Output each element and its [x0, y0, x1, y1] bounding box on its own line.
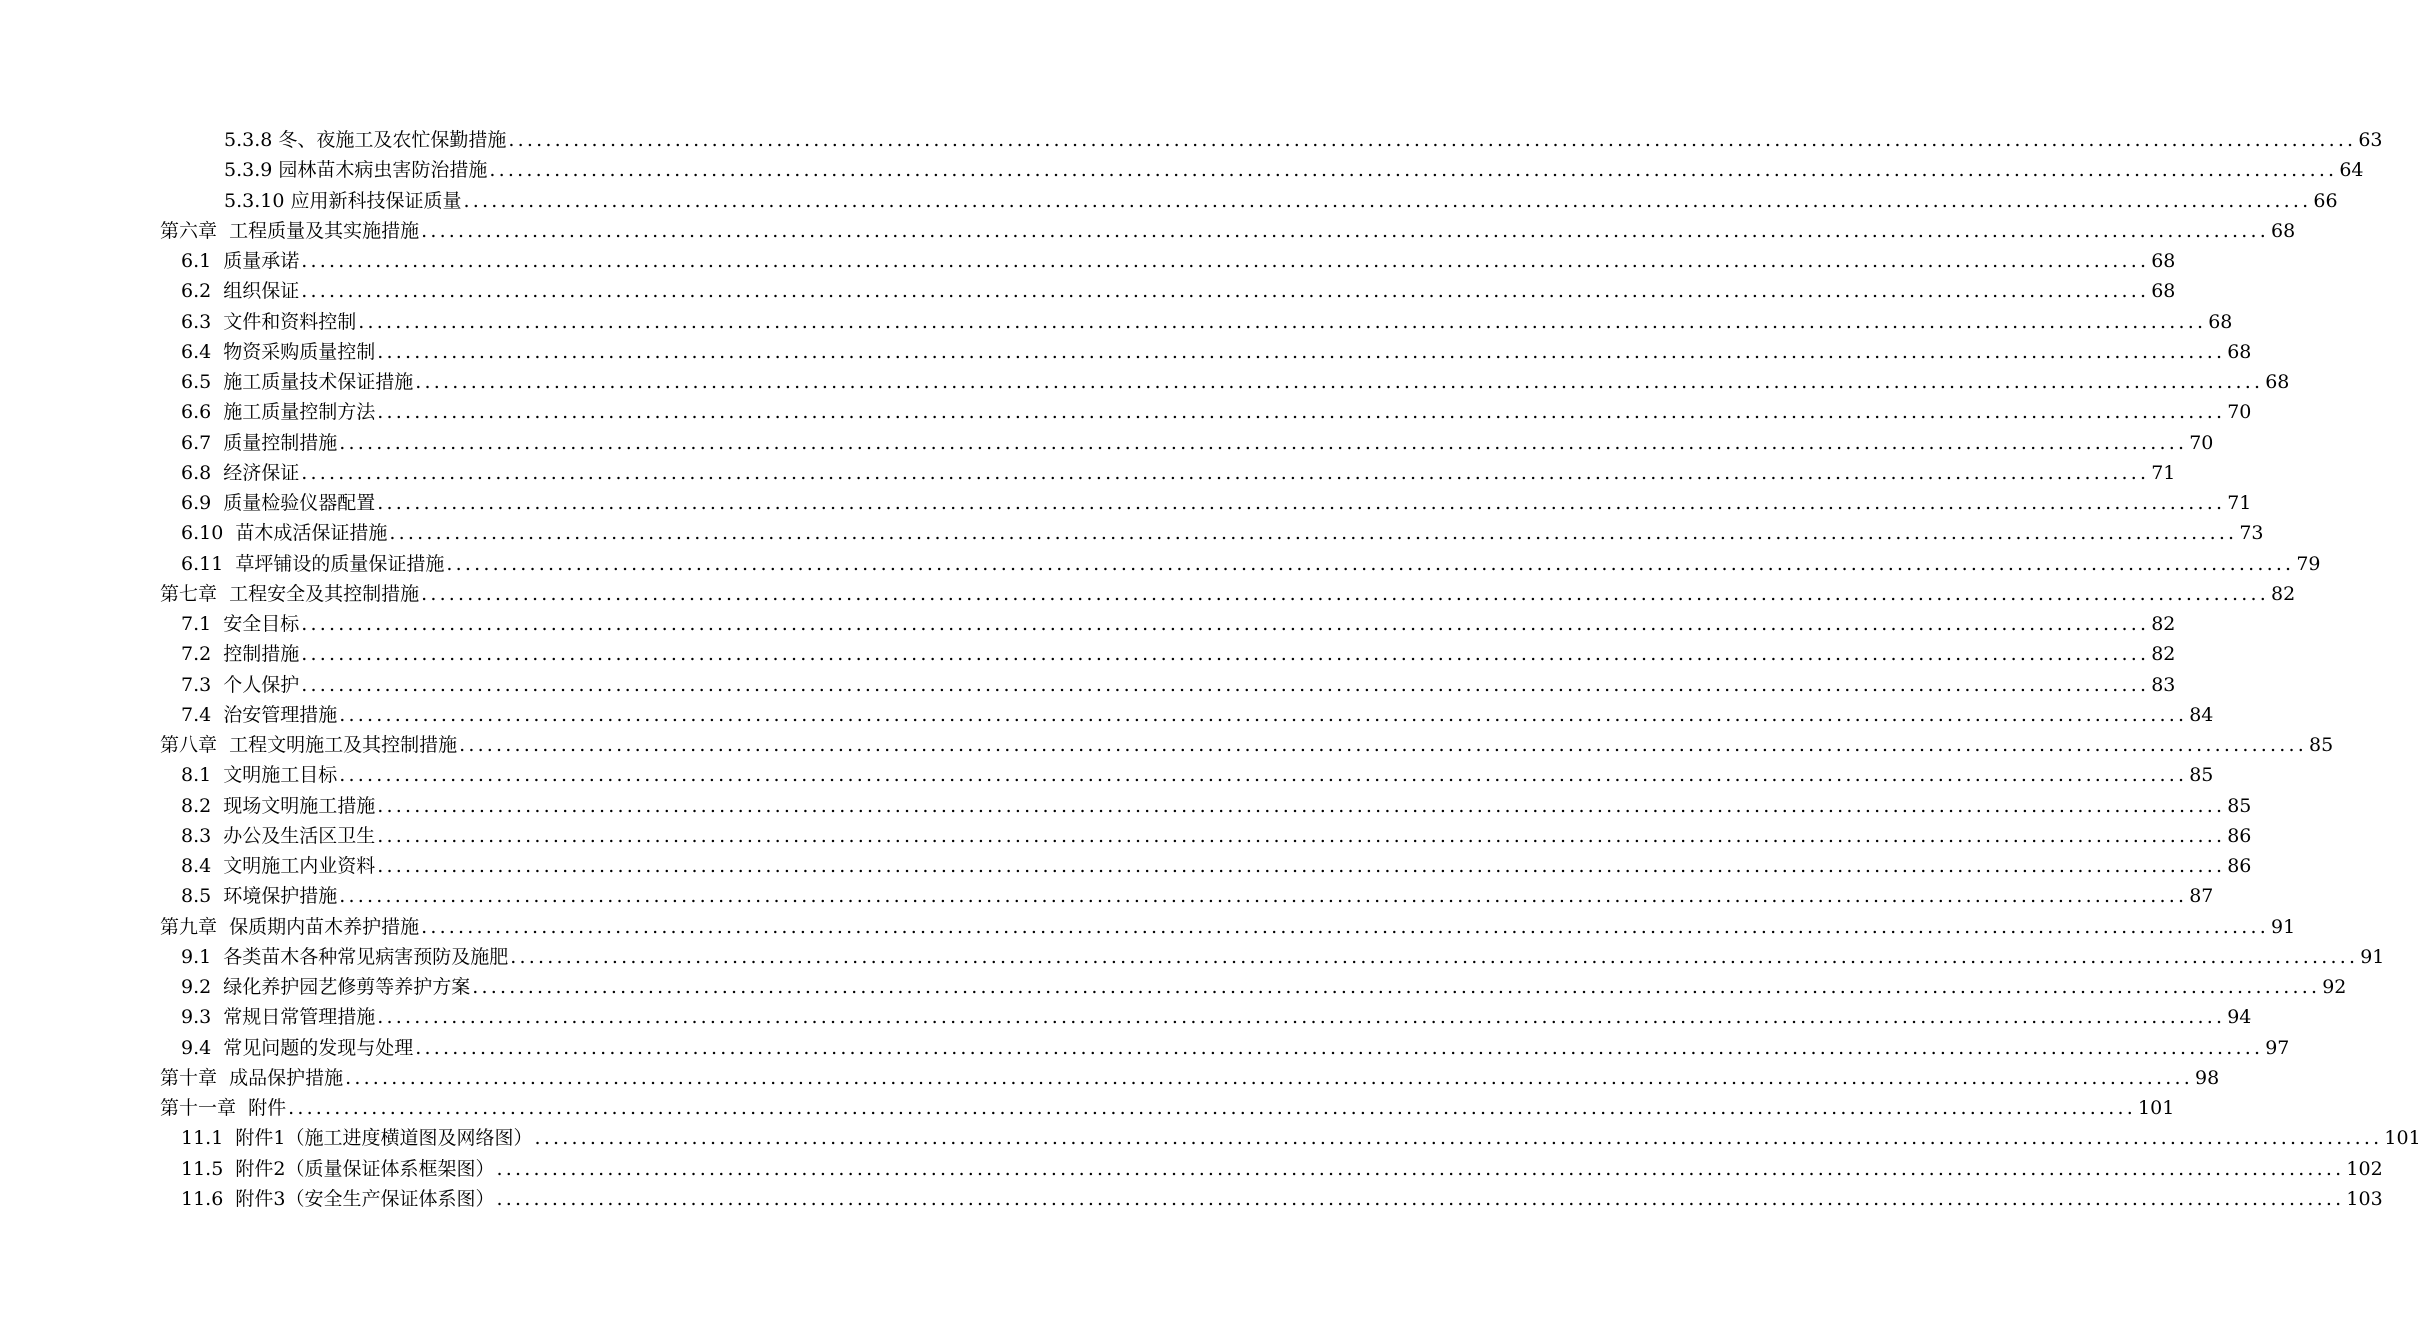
toc-dot-leader: ........................................................................................................................................................................................................: [377, 1006, 2226, 1029]
toc-dot-leader: ........................................................................................................................................................................................................: [377, 794, 2226, 817]
toc-dot-leader: ........................................................................................................................................................................................................: [339, 703, 2188, 726]
toc-entry[interactable]: [0, 1063, 2220, 1093]
toc-entry-title: 9.4 常见问题的发现与处理: [181, 1036, 414, 1059]
toc-entry-page-number: 68: [2265, 371, 2290, 394]
toc-dot-leader: ........................................................................................................................................................................................................: [496, 1187, 2345, 1210]
toc-entry-title: 6.10 苗木成活保证措施: [181, 522, 388, 545]
toc-entry[interactable]: [0, 428, 2214, 458]
toc-dot-leader: ........................................................................................................................................................................................................: [508, 129, 2357, 152]
toc-entry-page-number: 87: [2189, 885, 2214, 908]
toc-entry[interactable]: [0, 609, 2176, 639]
toc-entry[interactable]: [0, 881, 2214, 911]
toc-entry-page-number: 83: [2151, 673, 2176, 696]
toc-entry[interactable]: [0, 549, 2321, 579]
toc-dot-leader: ........................................................................................................................................................................................................: [301, 613, 2150, 636]
toc-entry-page-number: 63: [2358, 129, 2383, 152]
toc-entry-page-number: 66: [2313, 189, 2338, 212]
toc-entry-page-number: 68: [2208, 310, 2233, 333]
toc-entry-page-number: 68: [2227, 340, 2252, 363]
toc-entry-page-number: 91: [2360, 945, 2385, 968]
toc-entry-page-number: 98: [2195, 1066, 2220, 1089]
toc-entry-page-number: 82: [2151, 613, 2176, 636]
toc-dot-leader: ........................................................................................................................................................................................................: [534, 1127, 2383, 1150]
toc-dot-leader: ........................................................................................................................................................................................................: [301, 250, 2150, 273]
toc-entry-title: 6.4 物资采购质量控制: [181, 340, 376, 363]
toc-entry-title: 第十章 成品保护措施: [160, 1066, 344, 1089]
toc-entry-title: 6.7 质量控制措施: [181, 431, 338, 454]
toc-entry-title: 7.1 安全目标: [181, 613, 300, 636]
table-of-contents: [0, 125, 2421, 1214]
toc-entry-title: 7.4 治安管理措施: [181, 703, 338, 726]
toc-entry-title: 6.3 文件和资料控制: [181, 310, 357, 333]
toc-entry-page-number: 71: [2227, 492, 2252, 515]
toc-entry-title: 9.1 各类苗木各种常见病害预防及施肥: [181, 945, 509, 968]
toc-entry[interactable]: [0, 1033, 2290, 1063]
toc-entry-page-number: 102: [2346, 1157, 2383, 1180]
toc-dot-leader: ........................................................................................................................................................................................................: [415, 371, 2264, 394]
toc-dot-leader: ........................................................................................................................................................................................................: [421, 582, 2270, 605]
toc-entry-title: 第十一章 附件: [160, 1097, 287, 1120]
toc-entry-page-number: 86: [2227, 855, 2252, 878]
toc-dot-leader: ........................................................................................................................................................................................................: [459, 734, 2308, 757]
toc-entry[interactable]: [0, 246, 2176, 276]
toc-dot-leader: ........................................................................................................................................................................................................: [377, 855, 2226, 878]
toc-entry-title: 6.2 组织保证: [181, 280, 300, 303]
toc-entry-title: 6.5 施工质量技术保证措施: [181, 371, 414, 394]
toc-entry[interactable]: [0, 700, 2214, 730]
toc-entry[interactable]: [0, 155, 2364, 185]
toc-dot-leader: ........................................................................................................................................................................................................: [301, 643, 2150, 666]
toc-dot-leader: ........................................................................................................................................................................................................: [377, 401, 2226, 424]
toc-entry[interactable]: [0, 1184, 2383, 1214]
toc-entry-title: 11.1 附件1（施工进度横道图及网络图）: [181, 1127, 533, 1150]
toc-dot-leader: ........................................................................................................................................................................................................: [446, 552, 2295, 575]
toc-entry-title: 7.2 控制措施: [181, 643, 300, 666]
toc-entry[interactable]: [0, 186, 2338, 216]
toc-entry[interactable]: [0, 1123, 2421, 1153]
toc-entry[interactable]: [0, 488, 2252, 518]
toc-entry-title: 第八章 工程文明施工及其控制措施: [160, 734, 458, 757]
toc-dot-leader: ........................................................................................................................................................................................................: [389, 522, 2238, 545]
toc-dot-leader: ........................................................................................................................................................................................................: [377, 824, 2226, 847]
toc-entry-title: 8.3 办公及生活区卫生: [181, 824, 376, 847]
toc-dot-leader: ........................................................................................................................................................................................................: [377, 340, 2226, 363]
toc-entry-title: 6.9 质量检验仪器配置: [181, 492, 376, 515]
toc-entry[interactable]: [0, 1093, 2175, 1123]
toc-entry-title: 9.2 绿化养护园艺修剪等养护方案: [181, 976, 471, 999]
toc-entry-title: 5.3.10 应用新科技保证质量: [224, 189, 462, 212]
toc-dot-leader: ........................................................................................................................................................................................................: [489, 159, 2338, 182]
toc-entry-title: 第六章 工程质量及其实施措施: [160, 219, 420, 242]
toc-entry-page-number: 101: [2138, 1097, 2175, 1120]
toc-entry-title: 6.6 施工质量控制方法: [181, 401, 376, 424]
toc-entry-title: 8.1 文明施工目标: [181, 764, 338, 787]
toc-dot-leader: ........................................................................................................................................................................................................: [377, 492, 2226, 515]
toc-entry[interactable]: [0, 791, 2252, 821]
toc-entry-title: 8.4 文明施工内业资料: [181, 855, 376, 878]
toc-entry[interactable]: [0, 216, 2296, 246]
toc-entry[interactable]: [0, 397, 2252, 427]
toc-entry-title: 第九章 保质期内苗木养护措施: [160, 915, 420, 938]
toc-dot-leader: ........................................................................................................................................................................................................: [421, 915, 2270, 938]
toc-entry-page-number: 84: [2189, 703, 2214, 726]
toc-entry-page-number: 82: [2151, 643, 2176, 666]
toc-entry-page-number: 97: [2265, 1036, 2290, 1059]
toc-entry-title: 第七章 工程安全及其控制措施: [160, 582, 420, 605]
toc-entry-title: 11.6 附件3（安全生产保证体系图）: [181, 1187, 495, 1210]
toc-dot-leader: ........................................................................................................................................................................................................: [345, 1066, 2194, 1089]
toc-dot-leader: ........................................................................................................................................................................................................: [510, 945, 2359, 968]
toc-dot-leader: ........................................................................................................................................................................................................: [301, 673, 2150, 696]
toc-dot-leader: ........................................................................................................................................................................................................: [288, 1097, 2137, 1120]
toc-entry-title: 8.5 环境保护措施: [181, 885, 338, 908]
toc-entry-page-number: 91: [2271, 915, 2296, 938]
toc-entry-page-number: 92: [2322, 976, 2347, 999]
toc-entry-page-number: 73: [2239, 522, 2264, 545]
toc-dot-leader: ........................................................................................................................................................................................................: [301, 280, 2150, 303]
toc-dot-leader: ........................................................................................................................................................................................................: [339, 885, 2188, 908]
toc-entry-page-number: 79: [2296, 552, 2321, 575]
toc-entry[interactable]: [0, 760, 2214, 790]
toc-entry[interactable]: [0, 639, 2176, 669]
toc-entry-page-number: 68: [2271, 219, 2296, 242]
toc-entry[interactable]: [0, 276, 2176, 306]
toc-entry-page-number: 94: [2227, 1006, 2252, 1029]
toc-entry-title: 6.11 草坪铺设的质量保证措施: [181, 552, 445, 575]
toc-entry-page-number: 86: [2227, 824, 2252, 847]
toc-entry-page-number: 101: [2384, 1127, 2421, 1150]
toc-entry-page-number: 103: [2346, 1187, 2383, 1210]
toc-entry[interactable]: [0, 912, 2296, 942]
toc-entry[interactable]: [0, 1154, 2383, 1184]
toc-entry[interactable]: [0, 125, 2383, 155]
toc-entry-title: 5.3.8 冬、夜施工及农忙保勤措施: [224, 129, 507, 152]
toc-entry-page-number: 85: [2189, 764, 2214, 787]
toc-entry-page-number: 68: [2151, 280, 2176, 303]
toc-entry-title: 8.2 现场文明施工措施: [181, 794, 376, 817]
toc-dot-leader: ........................................................................................................................................................................................................: [358, 310, 2207, 333]
toc-entry-page-number: 70: [2227, 401, 2252, 424]
toc-entry-title: 6.8 经济保证: [181, 461, 300, 484]
toc-dot-leader: ........................................................................................................................................................................................................: [496, 1157, 2345, 1180]
toc-entry-page-number: 71: [2151, 461, 2176, 484]
toc-entry[interactable]: [0, 337, 2252, 367]
toc-entry-page-number: 68: [2151, 250, 2176, 273]
toc-entry-page-number: 85: [2309, 734, 2334, 757]
toc-entry[interactable]: [0, 821, 2252, 851]
toc-entry[interactable]: [0, 1002, 2252, 1032]
toc-dot-leader: ........................................................................................................................................................................................................: [339, 431, 2188, 454]
toc-entry[interactable]: [0, 307, 2233, 337]
toc-entry-page-number: 85: [2227, 794, 2252, 817]
toc-dot-leader: ........................................................................................................................................................................................................: [421, 219, 2270, 242]
toc-entry[interactable]: [0, 730, 2334, 760]
toc-entry-page-number: 70: [2189, 431, 2214, 454]
toc-dot-leader: ........................................................................................................................................................................................................: [415, 1036, 2264, 1059]
toc-dot-leader: ........................................................................................................................................................................................................: [472, 976, 2321, 999]
toc-dot-leader: ........................................................................................................................................................................................................: [301, 461, 2150, 484]
toc-entry[interactable]: [0, 458, 2176, 488]
toc-entry[interactable]: [0, 367, 2290, 397]
toc-entry[interactable]: [0, 851, 2252, 881]
toc-entry-page-number: 64: [2339, 159, 2364, 182]
toc-entry-title: 5.3.9 园林苗木病虫害防治措施: [224, 159, 488, 182]
toc-entry[interactable]: [0, 942, 2385, 972]
toc-entry-title: 11.5 附件2（质量保证体系框架图）: [181, 1157, 495, 1180]
toc-entry[interactable]: [0, 518, 2264, 548]
toc-entry-title: 7.3 个人保护: [181, 673, 300, 696]
toc-dot-leader: ........................................................................................................................................................................................................: [339, 764, 2188, 787]
toc-entry-title: 6.1 质量承诺: [181, 250, 300, 273]
toc-entry-page-number: 82: [2271, 582, 2296, 605]
toc-entry[interactable]: [0, 972, 2347, 1002]
toc-entry-title: 9.3 常规日常管理措施: [181, 1006, 376, 1029]
toc-entry[interactable]: [0, 579, 2296, 609]
toc-dot-leader: ........................................................................................................................................................................................................: [463, 189, 2312, 212]
toc-entry[interactable]: [0, 670, 2176, 700]
